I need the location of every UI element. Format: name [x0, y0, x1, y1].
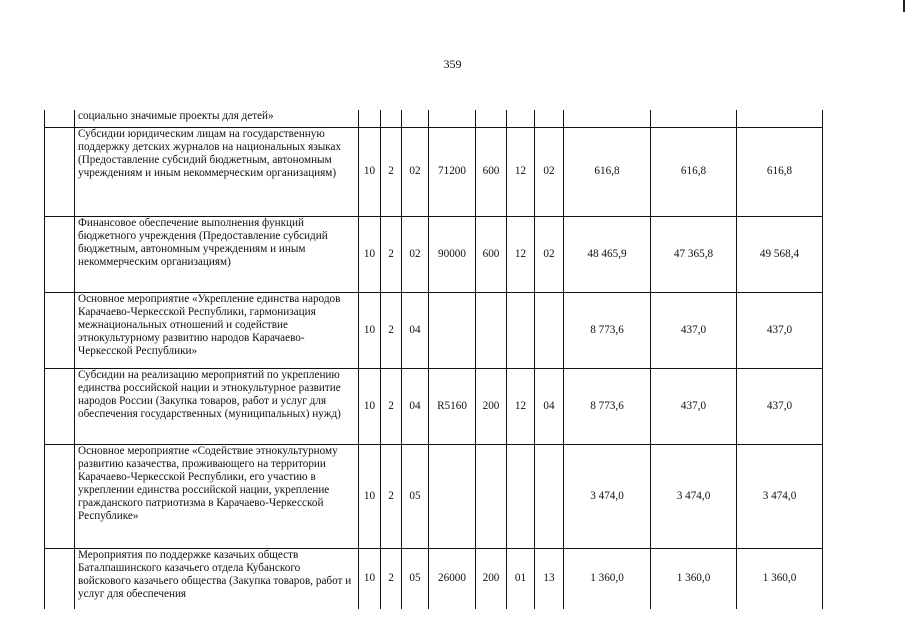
code-cell — [381, 110, 402, 127]
code-cell: 600 — [476, 216, 507, 292]
code-cell — [507, 444, 535, 548]
code-cell — [507, 110, 535, 127]
code-cell: 600 — [476, 127, 507, 216]
table-row — [45, 110, 823, 127]
value-cell: 616,8 — [737, 127, 823, 216]
code-cell — [476, 110, 507, 127]
code-cell: 12 — [507, 216, 535, 292]
table-row — [45, 216, 823, 292]
table-row — [45, 127, 823, 216]
value-cell: 1 360,0 — [737, 548, 823, 609]
number-cell — [45, 292, 75, 368]
value-cell: 48 465,9 — [564, 216, 651, 292]
code-cell: 12 — [507, 127, 535, 216]
code-cell — [429, 292, 476, 368]
table-row — [45, 444, 823, 548]
number-cell — [45, 368, 75, 444]
code-cell: 2 — [381, 548, 402, 609]
code-cell — [535, 110, 564, 127]
budget-table — [44, 110, 823, 609]
code-cell — [359, 110, 381, 127]
value-cell: 1 360,0 — [564, 548, 651, 609]
code-cell: 2 — [381, 216, 402, 292]
code-cell: 200 — [476, 548, 507, 609]
code-cell: 04 — [535, 368, 564, 444]
number-cell — [45, 444, 75, 548]
code-cell — [429, 110, 476, 127]
code-cell — [429, 444, 476, 548]
code-cell: 2 — [381, 127, 402, 216]
code-cell: 05 — [402, 444, 429, 548]
row-name: Основное мероприятие «Содействие этнокультурному развитию казачества, проживающего на территории Карачаево-Черкесской Республики, его участию в укреплении единства российской нации, укрепление гражданского патриотизма в Карачаево-Черкесской Республике» — [75, 444, 359, 548]
code-cell: 01 — [507, 548, 535, 609]
number-cell — [45, 110, 75, 127]
table-row — [45, 368, 823, 444]
code-cell: R5160 — [429, 368, 476, 444]
code-cell: 02 — [402, 216, 429, 292]
code-cell: 02 — [535, 127, 564, 216]
code-cell: 02 — [402, 127, 429, 216]
number-cell — [45, 127, 75, 216]
value-cell: 437,0 — [737, 368, 823, 444]
code-cell — [476, 444, 507, 548]
row-name: Финансовое обеспечение выполнения функций бюджетного учреждения (Предоставление субсидий бюджетным, автономным учреждениям и иным некоммерческим организациям) — [75, 216, 359, 292]
value-cell: 3 474,0 — [737, 444, 823, 548]
value-cell: 437,0 — [651, 292, 737, 368]
code-cell: 200 — [476, 368, 507, 444]
page-number: 359 — [443, 57, 462, 71]
number-cell — [45, 216, 75, 292]
code-cell: 02 — [535, 216, 564, 292]
code-cell — [535, 444, 564, 548]
code-cell: 12 — [507, 368, 535, 444]
value-cell: 1 360,0 — [651, 548, 737, 609]
code-cell: 90000 — [429, 216, 476, 292]
code-cell: 2 — [381, 292, 402, 368]
row-name: Мероприятия по поддержке казачьих обществ Баталпашинского казачьего отдела Кубанского войскового казачьего общества (Закупка товаров, работ и услуг для обеспечения — [75, 548, 359, 609]
value-cell: 616,8 — [651, 127, 737, 216]
row-name: Субсидии на реализацию мероприятий по укреплению единства российской нации и этнокультурное развитие народов России (Закупка товаров, работ и услуг для обеспечения государственных (муниципальных) нужд) — [75, 368, 359, 444]
value-cell: 616,8 — [564, 127, 651, 216]
code-cell: 26000 — [429, 548, 476, 609]
code-cell: 10 — [359, 548, 381, 609]
code-cell — [535, 292, 564, 368]
code-cell: 2 — [381, 368, 402, 444]
value-cell: 437,0 — [737, 292, 823, 368]
value-cell: 3 474,0 — [564, 444, 651, 548]
value-cell: 47 365,8 — [651, 216, 737, 292]
code-cell — [507, 292, 535, 368]
value-cell: 8 773,6 — [564, 368, 651, 444]
code-cell: 05 — [402, 548, 429, 609]
value-cell — [564, 110, 651, 127]
value-cell — [651, 110, 737, 127]
row-name: Основное мероприятие «Укрепление единства народов Карачаево-Черкесской Республики, гармонизация межнациональных отношений и содействие этнокультурному развитию народов Карачаево-Черкесской Республики» — [75, 292, 359, 368]
code-cell: 10 — [359, 292, 381, 368]
code-cell: 10 — [359, 368, 381, 444]
table-row — [45, 292, 823, 368]
code-cell — [476, 292, 507, 368]
code-cell: 04 — [402, 368, 429, 444]
code-cell: 04 — [402, 292, 429, 368]
table-row — [45, 548, 823, 609]
row-name: социально значимые проекты для детей» — [75, 110, 359, 127]
value-cell: 8 773,6 — [564, 292, 651, 368]
code-cell: 10 — [359, 127, 381, 216]
code-cell — [402, 110, 429, 127]
value-cell: 49 568,4 — [737, 216, 823, 292]
code-cell: 2 — [381, 444, 402, 548]
number-cell — [45, 548, 75, 609]
code-cell: 10 — [359, 444, 381, 548]
value-cell — [737, 110, 823, 127]
code-cell: 71200 — [429, 127, 476, 216]
value-cell: 3 474,0 — [651, 444, 737, 548]
code-cell: 13 — [535, 548, 564, 609]
code-cell: 10 — [359, 216, 381, 292]
value-cell: 437,0 — [651, 368, 737, 444]
row-name: Субсидии юридическим лицам на государственную поддержку детских журналов на национальных языках (Предоставление субсидий бюджетным, автономным учреждениям и иным некоммерческим организациям) — [75, 127, 359, 216]
